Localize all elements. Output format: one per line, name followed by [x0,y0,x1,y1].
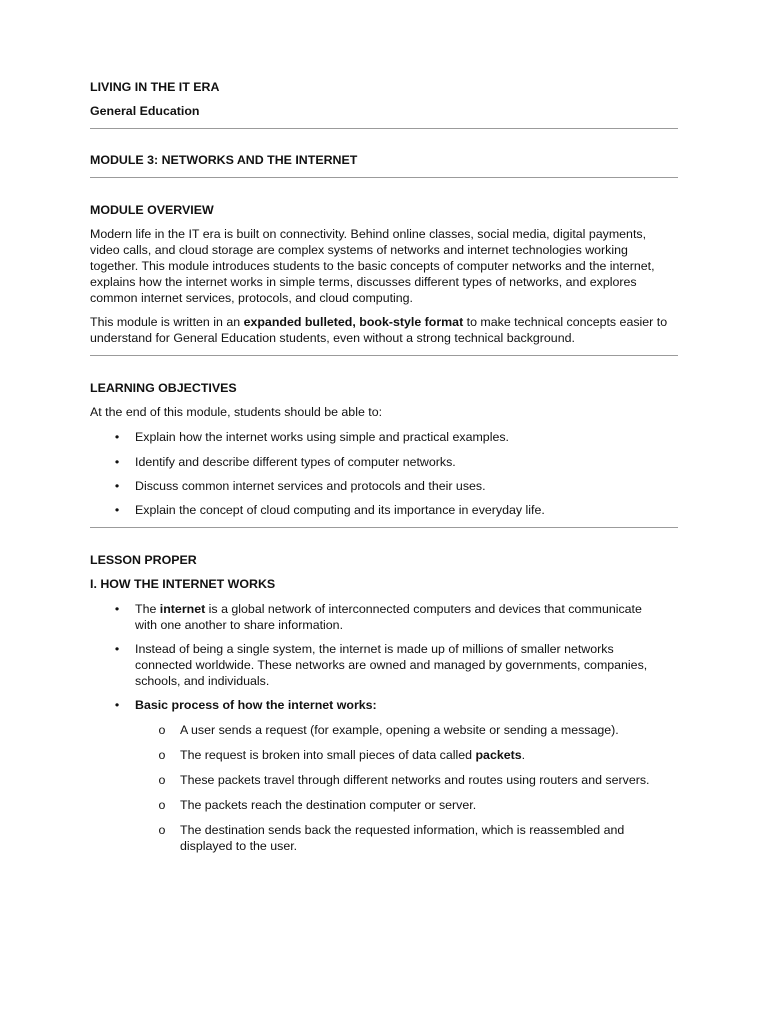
format-note-line: This module is written in an expanded bulleted, book-style format to make technical concepts easier to [90,315,668,329]
process-step: The destination sends back the requested information, which is reassembled and [180,823,625,837]
process-step: A user sends a request (for example, opening a website or sending a message). [180,723,619,737]
bullet: • [114,503,120,517]
sub-bullet: o [158,723,166,737]
sub-bullet: o [158,823,166,837]
bullet: • [114,602,120,616]
bullet: • [114,642,120,656]
process-heading: Basic process of how the internet works: [135,698,377,712]
lesson-bullet-line: The internet is a global network of interconnected computers and devices that communicate [135,602,642,616]
section-title: I. HOW THE INTERNET WORKS [90,577,276,591]
bullet: • [114,479,120,493]
lesson-bullet-line: schools, and individuals. [135,674,270,688]
bullet: • [114,698,120,712]
process-step: The request is broken into small pieces of data called packets. [180,748,526,762]
bullet: • [114,430,120,444]
sub-bullet: o [158,773,166,787]
lesson-bullet-line: Instead of being a single system, the internet is made up of millions of smaller networks [135,642,614,656]
course-subtitle: General Education [90,104,200,118]
lesson-heading: LESSON PROPER [90,553,197,567]
lesson-bullet-line: connected worldwide. These networks are owned and managed by governments, companies, [135,658,648,672]
objective-item: Identify and describe different types of computer networks. [135,455,456,469]
overview-heading: MODULE OVERVIEW [90,203,214,217]
process-step: displayed to the user. [180,839,298,853]
objective-item: Explain how the internet works using simple and practical examples. [135,430,509,444]
sub-bullet: o [158,748,166,762]
objectives-heading: LEARNING OBJECTIVES [90,381,237,395]
process-step: The packets reach the destination computer or server. [180,798,477,812]
format-note-line: understand for General Education students, even without a strong technical background. [90,331,575,345]
overview-text-line: explains how the internet works in simple terms, discusses different types of networks, and explores [90,275,637,289]
bullet: • [114,455,120,469]
divider [90,177,678,178]
overview-text-line: together. This module introduces students to the basic concepts of computer networks and the internet, [90,259,655,273]
objectives-intro: At the end of this module, students should be able to: [90,405,383,419]
objective-item: Discuss common internet services and protocols and their uses. [135,479,486,493]
module-title: MODULE 3: NETWORKS AND THE INTERNET [90,153,358,167]
objective-item: Explain the concept of cloud computing and its importance in everyday life. [135,503,545,517]
divider [90,128,678,129]
divider [90,355,678,356]
divider [90,527,678,528]
sub-bullet: o [158,798,166,812]
lesson-bullet-line: with one another to share information. [135,618,344,632]
overview-text-line: video calls, and cloud storage are complex systems of networks and internet technologies working [90,243,628,257]
process-step: These packets travel through different networks and routes using routers and servers. [180,773,650,787]
overview-text-line: common internet services, protocols, and cloud computing. [90,291,414,305]
overview-text-line: Modern life in the IT era is built on connectivity. Behind online classes, social media, digital payments, [90,227,647,241]
course-title: LIVING IN THE IT ERA [90,80,220,94]
